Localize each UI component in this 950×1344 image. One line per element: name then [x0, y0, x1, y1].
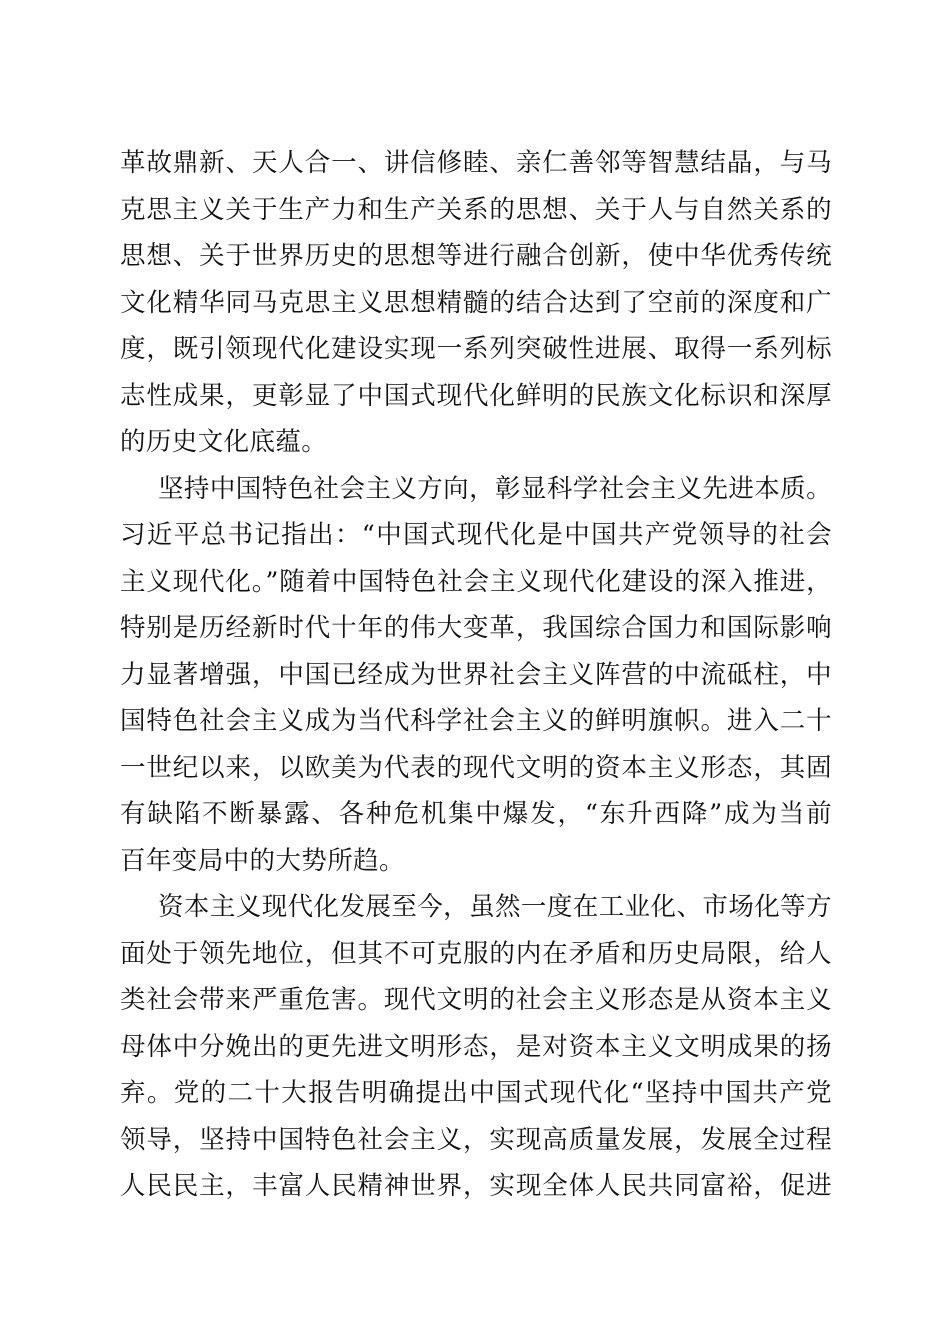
paragraph [120, 466, 832, 885]
text-line: 一世纪以来，以欧美为代表的现代文明的资本主义形态，其固 [120, 752, 832, 783]
text-line: 特别是历经新时代十年的伟大变革，我国综合国力和国际影响 [120, 613, 832, 643]
text-line: 革故鼎新、天人合一、讲信修睦、亲仁善邻等智慧结晶，与马 [120, 148, 832, 178]
text-line: 主义现代化。”随着中国特色社会主义现代化建设的深入推进， [120, 566, 832, 597]
text-line: 度，既引领现代化建设实现一系列突破性进展、取得一系列标 [120, 334, 832, 364]
text-line: 人民民主，丰富人民精神世界，实现全体人民共同富裕，促进 [120, 1171, 832, 1201]
paragraph [120, 140, 832, 466]
text-line: 类社会带来严重危害。现代文明的社会主义形态是从资本主义 [120, 985, 832, 1015]
text-line: 弃。党的二十大报告明确提出中国式现代化“坚持中国共产党 [120, 1078, 832, 1108]
text-line: 力显著增强，中国已经成为世界社会主义阵营的中流砥柱，中 [120, 659, 832, 690]
text-line: 思想、关于世界历史的思想等进行融合创新，使中华优秀传统 [120, 241, 832, 271]
text-line: 志性成果，更彰显了中国式现代化鲜明的民族文化标识和深厚 [120, 380, 832, 411]
text-line: 习近平总书记指出：“中国式现代化是中国共产党领导的社会 [120, 520, 832, 550]
text-line: 国特色社会主义成为当代科学社会主义的鲜明旗帜。进入二十 [120, 706, 832, 736]
text-line: 领导，坚持中国特色社会主义，实现高质量发展，发展全过程 [120, 1124, 832, 1155]
text-line: 坚持中国特色社会主义方向，彰显科学社会主义先进本质。 [158, 473, 832, 504]
text-line: 面处于领先地位，但其不可克服的内在矛盾和历史局限，给人 [120, 938, 832, 969]
document-body [120, 140, 832, 1210]
paragraph [120, 884, 832, 1210]
text-line: 百年变局中的大势所趋。 [120, 845, 405, 876]
text-line: 有缺陷不断暴露、各种危机集中爆发，“东升西降”成为当前 [120, 799, 832, 829]
text-line: 资本主义现代化发展至今，虽然一度在工业化、市场化等方 [158, 892, 832, 922]
text-line: 克思主义关于生产力和生产关系的思想、关于人与自然关系的 [120, 194, 832, 225]
text-line: 的历史文化底蕴。 [120, 427, 328, 457]
text-line: 母体中分娩出的更先进文明形态，是对资本主义文明成果的扬 [120, 1031, 832, 1062]
text-line: 文化精华同马克思主义思想精髓的结合达到了空前的深度和广 [120, 287, 832, 318]
